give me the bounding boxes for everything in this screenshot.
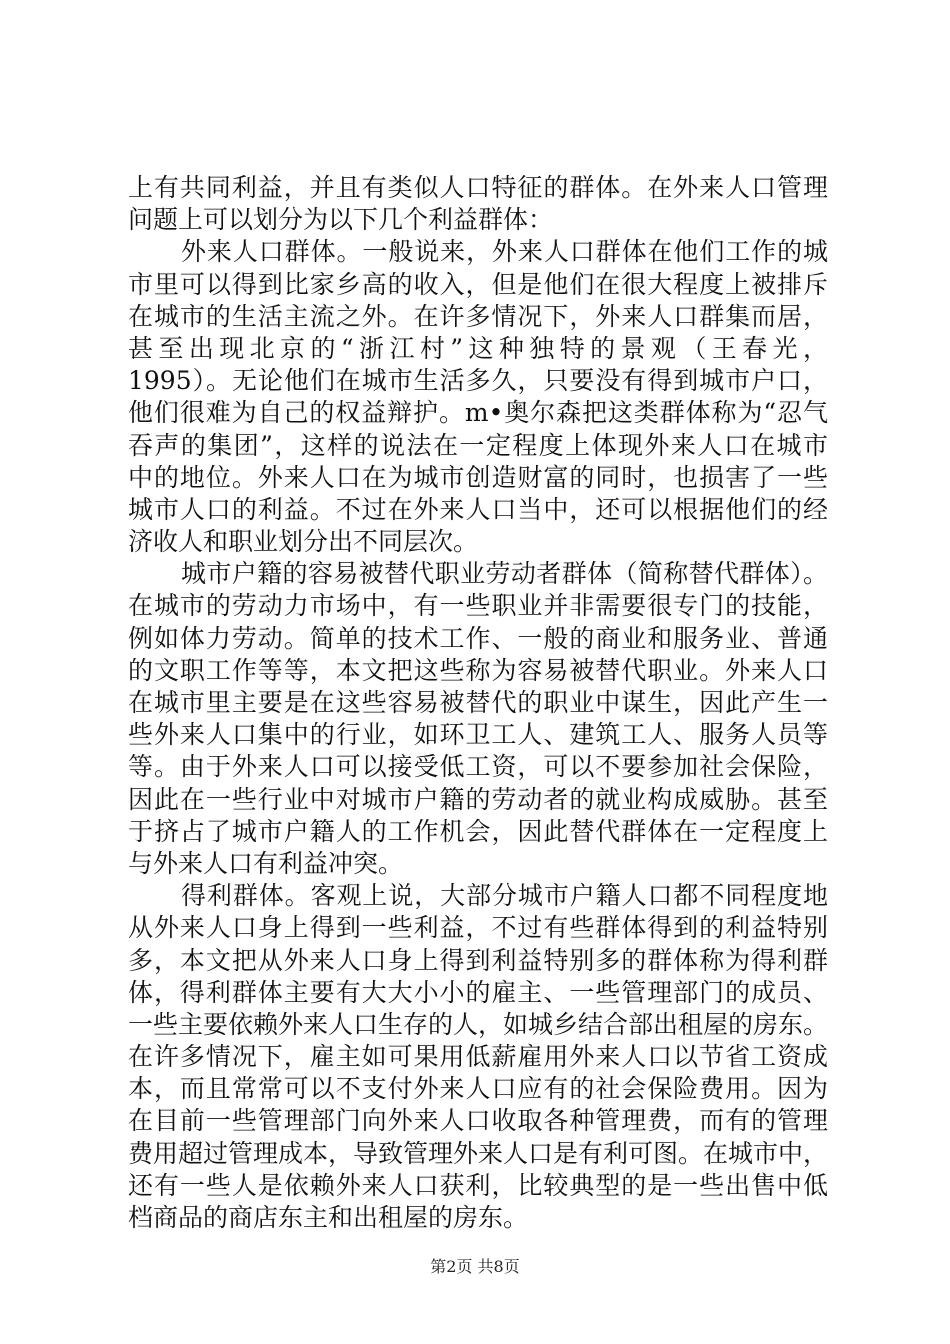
text-line: 吞声的集团”，这样的说法在一定程度上体现外来人口在城市 bbox=[128, 430, 828, 460]
text-line: 济收人和职业划分出不同层次。 bbox=[128, 527, 479, 557]
text-line: 还有一些人是依赖外来人口获利，比较典型的是一些出售中低 bbox=[128, 1170, 828, 1200]
text-line: 多，本文把从外来人口身上得到利益特别多的群体称为得利群 bbox=[128, 945, 828, 975]
text-line: 在许多情况下，雇主如可果用低薪雇用外来人口以节省工资成 bbox=[128, 1042, 828, 1072]
text-line: 体，得利群体主要有大大小小的雇主、一些管理部门的成员、 bbox=[128, 977, 828, 1007]
text-line: 些外来人口集中的行业，如环卫工人、建筑工人、服务人员等 bbox=[128, 720, 828, 750]
text-line: 一些主要依赖外来人口生存的人，如城乡结合部出租屋的房东。 bbox=[128, 1009, 829, 1039]
text-line: 在城市里主要是在这些容易被替代的职业中谋生，因此产生一 bbox=[128, 688, 828, 717]
text-line: 本，而且常常可以不支付外来人口应有的社会保险费用。因为 bbox=[128, 1074, 828, 1104]
text-line: 费用超过管理成本，导致管理外来人口是有利可图。在城市中， bbox=[128, 1138, 829, 1168]
text-line: 城市人口的利益。不过在外来人口当中，还可以根据他们的经 bbox=[128, 494, 828, 524]
text-line: 他们很难为自己的权益辩护。m•奥尔森把这类群体称为“忍气 bbox=[128, 398, 828, 428]
text-line: 问题上可以划分为以下几个利益群体： bbox=[128, 205, 554, 235]
text-line: 市里可以得到比家乡高的收入，但是他们在很大程度上被排斥 bbox=[128, 269, 828, 299]
page-footer: 第2页 共8页 bbox=[430, 1257, 520, 1276]
text-line: 中的地位。外来人口在为城市创造财富的同时，也损害了一些 bbox=[128, 462, 828, 492]
text-line: 与外来人口有利益冲突。 bbox=[128, 848, 404, 878]
text-line: 1995）。无论他们在城市生活多久，只要没有得到城市户口， bbox=[128, 366, 828, 396]
document-body bbox=[128, 172, 828, 1234]
text-line: 外来人口群体。一般说来，外来人口群体在他们工作的城 bbox=[181, 237, 828, 267]
text-line: 例如体力劳动。简单的技术工作、一般的商业和服务业、普通 bbox=[128, 623, 828, 653]
text-line: 上有共同利益，并且有类似人口特征的群体。在外来人口管理 bbox=[128, 173, 828, 202]
text-line: 等。由于外来人口可以接受低工资，可以不要参加社会保险， bbox=[128, 752, 828, 782]
text-line: 因此在一些行业中对城市户籍的劳动者的就业构成威胁。甚至 bbox=[128, 784, 828, 814]
text-line: 在城市的劳动力市场中，有一些职业并非需要很专门的技能， bbox=[128, 591, 828, 621]
text-line: 从外来人口身上得到一些利益，不过有些群体得到的利益特别 bbox=[128, 913, 828, 943]
text-line: 档商品的商店东主和出租屋的房东。 bbox=[128, 1203, 529, 1232]
text-line: 城市户籍的容易被替代职业劳动者群体（简称替代群体）。 bbox=[181, 559, 828, 589]
text-line: 在目前一些管理部门向外来人口收取各种管理费，而有的管理 bbox=[128, 1106, 828, 1136]
text-line: 在城市的生活主流之外。在许多情况下，外来人口群集而居， bbox=[128, 301, 828, 331]
text-line: 得利群体。客观上说，大部分城市户籍人口都不同程度地 bbox=[181, 881, 828, 911]
text-line: 于挤占了城市户籍人的工作机会，因此替代群体在一定程度上 bbox=[128, 816, 828, 846]
text-line: 的文职工作等等，本文把这些称为容易被替代职业。外来人口 bbox=[128, 655, 828, 685]
text-line: 甚至出现北京的“浙江村”这种独特的景观（王春光， bbox=[128, 333, 828, 363]
